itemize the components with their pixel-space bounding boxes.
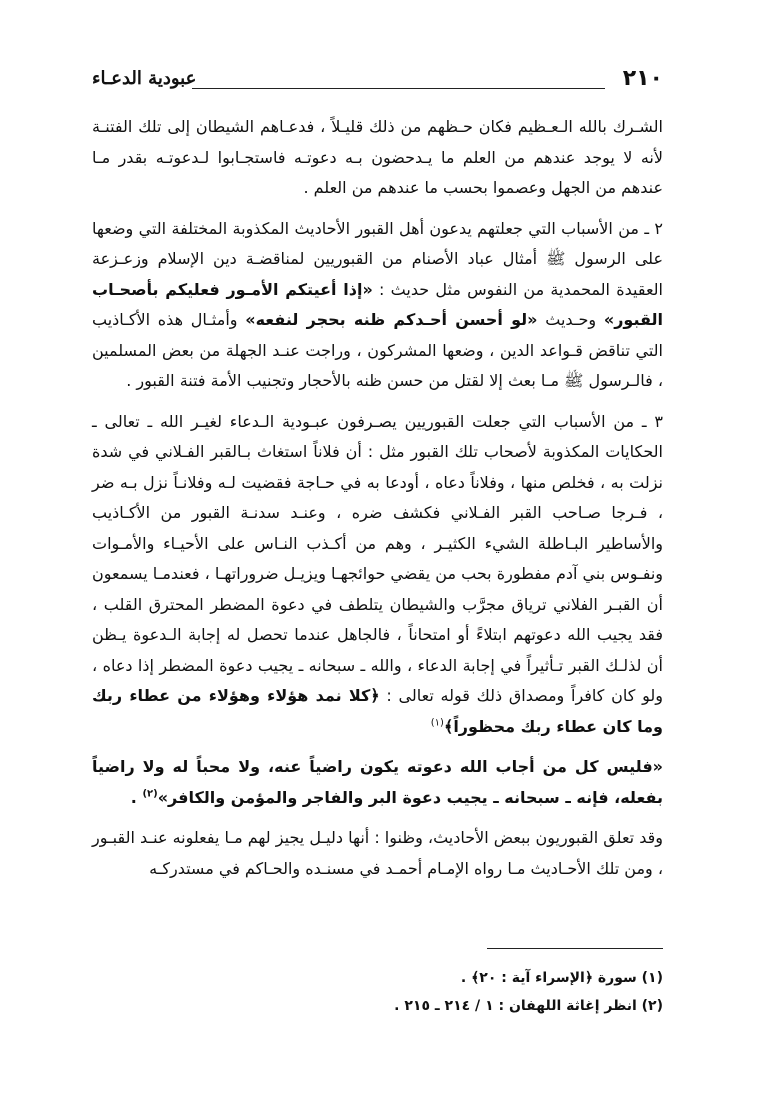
footnotes — [240, 964, 663, 1020]
paragraph-4-quotation: «فليس كل من أجاب الله دعوته يكون راضياً عنه، ولا محباً له ولا راضياً بفعله، فإنه ـ سبحانه ـ يجيب دعوة البر والفاجر والمؤمن والكافر»$^{(٢)}$ . — [92, 757, 663, 807]
footnote-2: (٢) انظر إغاثة اللهفان : ١ / ٢١٤ ـ ٢١٥ . — [394, 998, 663, 1014]
header-rule — [192, 88, 605, 89]
paragraph-4-text: «فليس كل من أجاب الله دعوته يكون راضياً عنه، ولا محباً له ولا راضياً بفعله، فإنه ـ سبحانه ـ يجيب دعوة البر والفاجر والمؤمن والكافر» — [92, 757, 663, 807]
page-number: ٢١٠ — [622, 66, 663, 91]
main-text — [92, 112, 663, 894]
paragraph-2-mid: وحـديث — [537, 310, 604, 329]
book-title: عبودية الدعـاء — [92, 68, 197, 89]
quran-verse-quote: ﴿كلا نمد هؤلاء وهؤلاء من عطاء ربك وما كان عطاء ربك محظوراً﴾ — [92, 686, 663, 736]
paragraph-2 — [92, 214, 663, 397]
paragraph-1: الشـرك بالله الـعـظيم فكان حـظهم من ذلك قليـلاً ، فدعـاهم الشيطان إلى تلك الفتنـة لأنه لا يوجد عندهم من العلم ما يـدحضون بـه دعوتـه فاستجـابوا لـدعوتـه بقدر مـا عندهم من الجهل وعصموا بحسب ما عندهم من العلم . — [92, 117, 663, 197]
running-header — [92, 64, 663, 94]
hadith-quote-1: «إذا أعيتكم الأمـور فعليكم بأصحـاب القبور» — [92, 279, 663, 329]
paragraph-5: وقد تعلق القبوريون ببعض الأحاديث، وظنوا : أنها دليـل يجيز لهم مـا يفعلونه عنـد القبـور ، ومن تلك الأحـاديث مـا رواه الإمـام أحمـد في مسنـده والحـاكم في مستدركـه — [92, 828, 663, 878]
hadith-quote-2: «لو أحسن أحـدكم ظنه بحجر لنفعه» — [245, 310, 538, 329]
paragraph-2-end: وأمثـال هذه الأكـاذيب التي تناقض قـواعد الدين ، وضعها المشركون ، وراجت عنـد الجهلة من بعض المسلمين ، فالـرسول ﷺ مـا بعث إلا لقتل من حسن ظنه بالأحجار وتجنيب الأمة فتنة القبور . — [92, 310, 663, 390]
paragraph-3-start: ٣ ـ من الأسباب التي جعلت القبوريين يصـرفون عبـودية الـدعاء لغيـر الله ـ تعالى ـ الحكايات المكذوبة لأصحاب تلك القبور مثل : أن فلاناً استغاث بـالقبر الفـلاني في شدة نزلت به ، فخلص منها ، وفلاناً دعاه ، أودعا به في حـاجة فقضيت لـه وفلانـاً نزل بـه ضر ، فـرجا صـاحب القبر الفـلاني فكشف ضره ، وعنـد سدنـة القبور من الأكـاذيب والأساطير البـاطلة الشيء الكثيـر ، وهم من أكـذب النـاس على الأحيـاء والأمـوات ونفـوس بني آدم مفطورة بحب من يقضي حوائجهـا ويزيـل ضروراتهـا ، فعندمـا يسمعون أن القبـر الفلاني ترياق مجرَّب والشيطان يتلطف في دعوة المضطر المحترق القلب ، فقد يجيب الله دعوتهم ابتلاءً أو امتحاناً ، فالجاهل عندما تحصل له إجابة الـدعوة يـظن أن لذلـك القبر تـأثيراً في إجابة الدعاء ، والله ـ سبحانه ـ يجيب دعوة المضطر إذا دعاه ، ولو كان كافراً ومصداق ذلك قوله تعالى : — [92, 411, 664, 705]
paragraph-3 — [92, 407, 663, 743]
footnote-separator — [487, 948, 663, 949]
footnote-ref-1[interactable]: (١) — [430, 717, 444, 729]
paragraph-2-start: ٢ ـ من الأسباب التي جعلتهم يدعون أهل القبور الأحاديث المكذوبة المختلفة التي وضعها على الرسول ﷺ أمثال عباد الأصنام من القبوريين لمناقضـة دين الإسلام وزعـزعة العقيدة المحمدية من النفوس مثل حديث : — [92, 218, 663, 299]
footnote-1: (١) سورة ﴿الإسراء آية : ٢٠﴾ . — [460, 970, 663, 986]
footnote-ref-2[interactable]: (٢) — [142, 788, 158, 800]
